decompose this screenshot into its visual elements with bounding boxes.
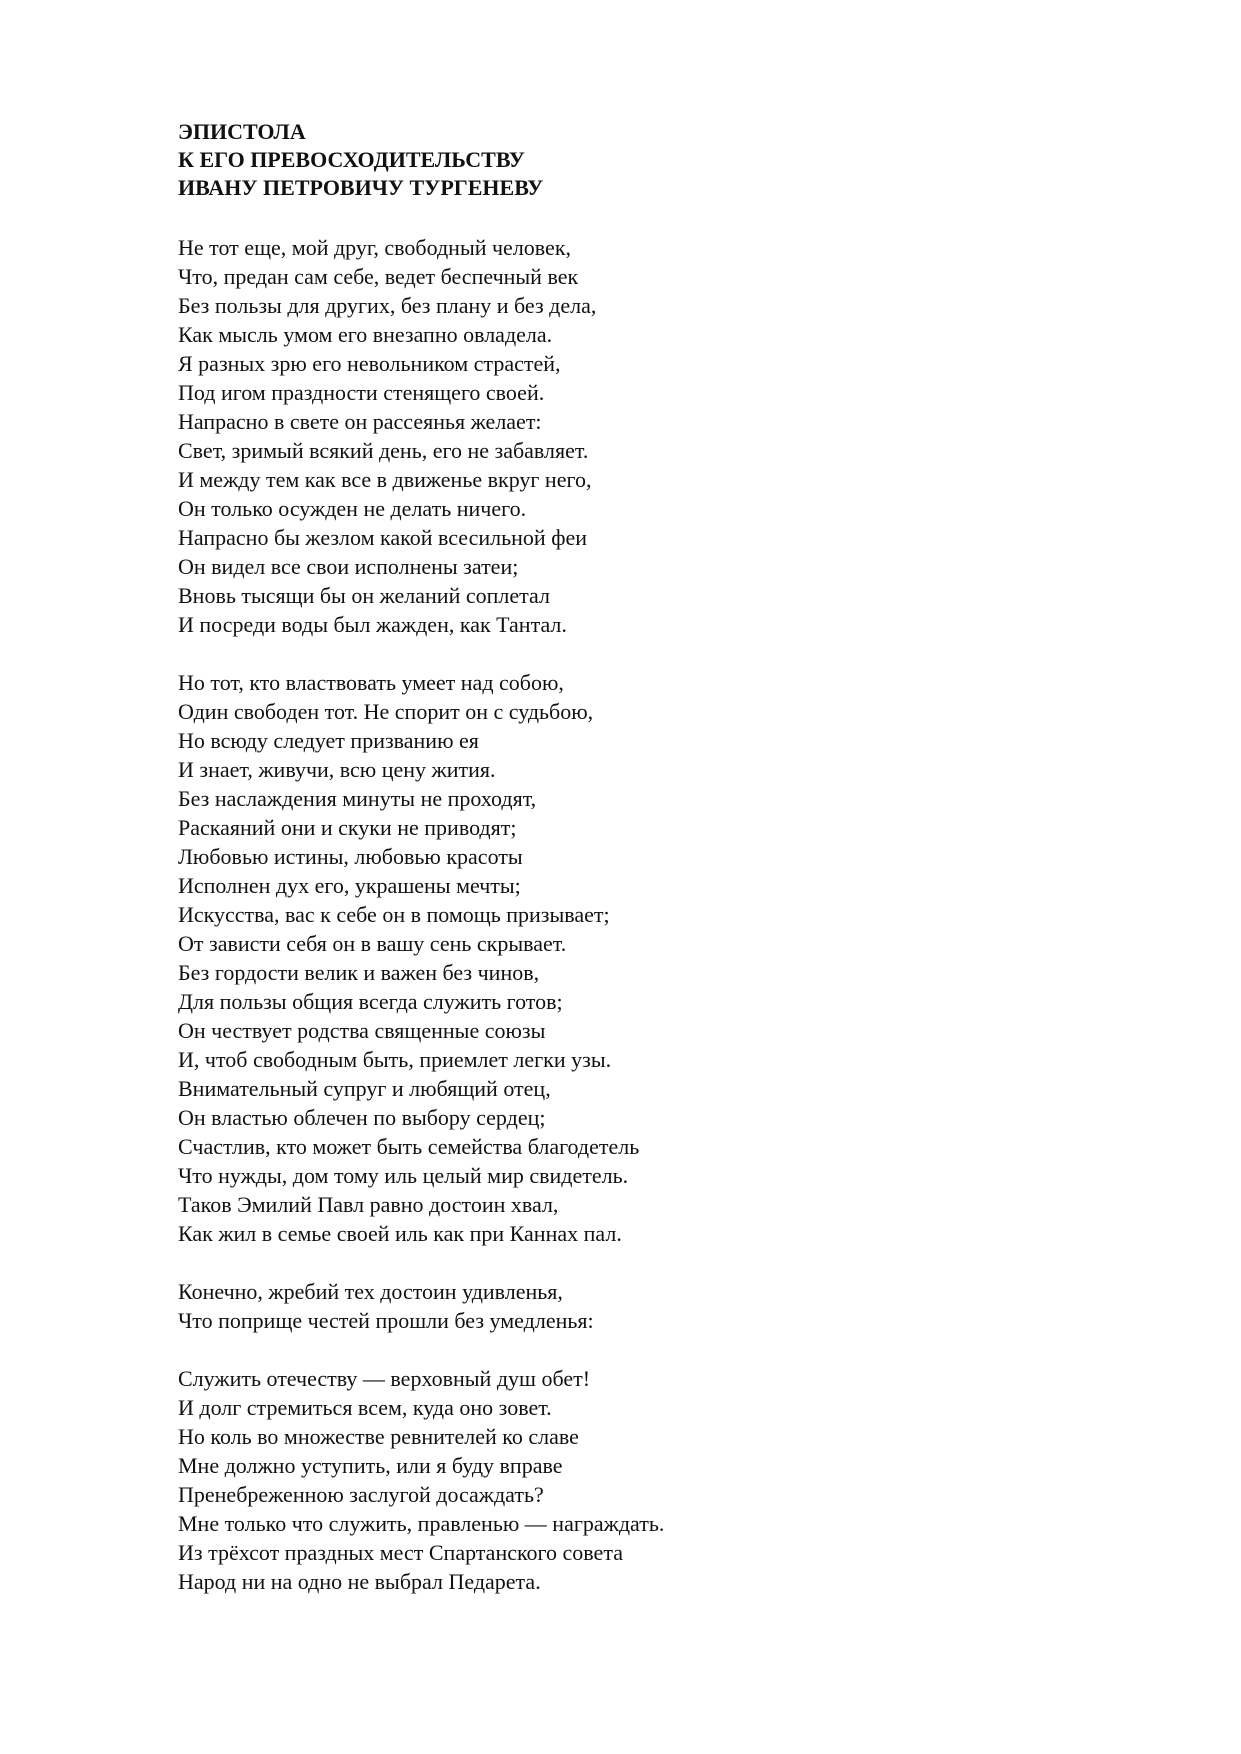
verse-line: Исполнен дух его, украшены мечты; [178, 873, 521, 898]
verse-line: Но всюду следует призванию ея [178, 728, 479, 753]
verse-line: Он видел все свои исполнены затеи; [178, 554, 519, 579]
verse-line: Не тот еще, мой друг, свободный человек, [178, 235, 572, 260]
verse-line: Но коль во множестве ревнителей ко славе [178, 1424, 579, 1449]
verse-line: Напрасно в свете он рассеянья желает: [178, 409, 542, 434]
poem-title [178, 118, 543, 202]
stanza [178, 233, 664, 639]
verse-line: И долг стремиться всем, куда оно зовет. [178, 1395, 552, 1420]
verse-line: Любовью истины, любовью красоты [178, 844, 523, 869]
verse-line: Я разных зрю его невольником страстей, [178, 351, 561, 376]
verse-line: Он властью облечен по выбору сердец; [178, 1105, 546, 1130]
title-line: ЭПИСТОЛА [178, 119, 306, 144]
verse-line: Народ ни на одно не выбрал Педарета. [178, 1569, 541, 1594]
title-line: К ЕГО ПРЕВОСХОДИТЕЛЬСТВУ [178, 147, 525, 172]
verse-line: Но тот, кто властвовать умеет над собою, [178, 670, 564, 695]
verse-line: Свет, зримый всякий день, его не забавляет. [178, 438, 589, 463]
verse-line: Как мысль умом его внезапно овладела. [178, 322, 553, 347]
verse-line: Под игом праздности стенящего своей. [178, 380, 545, 405]
verse-line: Без наслаждения минуты не проходят, [178, 786, 537, 811]
verse-line: Из трёхсот праздных мест Спартанского совета [178, 1540, 623, 1565]
verse-line: И посреди воды был жажден, как Тантал. [178, 612, 567, 637]
verse-line: Вновь тысящи бы он желаний соплетал [178, 583, 550, 608]
verse-line: Он только осужден не делать ничего. [178, 496, 527, 521]
verse-line: Как жил в семье своей иль как при Каннах пал. [178, 1221, 622, 1246]
title-line: ИВАНУ ПЕТРОВИЧУ ТУРГЕНЕВУ [178, 175, 544, 200]
verse-line: Конечно, жребий тех достоин удивленья, [178, 1279, 563, 1304]
verse-line: Без гордости велик и важен без чинов, [178, 960, 540, 985]
verse-line: Что нужды, дом тому иль целый мир свидетель. [178, 1163, 629, 1188]
verse-line: Напрасно бы жезлом какой всесильной феи [178, 525, 587, 550]
verse-line: Что поприще честей прошли без умедленья: [178, 1308, 594, 1333]
verse-line: Искусства, вас к себе он в помощь призывает; [178, 902, 610, 927]
verse-line: И между тем как все в движенье вкруг него, [178, 467, 592, 492]
verse-line: Для пользы общия всегда служить готов; [178, 989, 563, 1014]
verse-line: Пренебреженною заслугой досаждать? [178, 1482, 544, 1507]
verse-line: Таков Эмилий Павл равно достоин хвал, [178, 1192, 559, 1217]
verse-line: Служить отечеству — верховный душ обет! [178, 1366, 591, 1391]
verse-line: Мне должно уступить, или я буду вправе [178, 1453, 563, 1478]
verse-line: Внимательный супруг и любящий отец, [178, 1076, 551, 1101]
verse-line: Что, предан сам себе, ведет беспечный век [178, 264, 579, 289]
verse-line: Мне только что служить, правленью — награждать. [178, 1511, 665, 1536]
verse-line: И, чтоб свободным быть, приемлет легки узы. [178, 1047, 612, 1072]
stanza [178, 1364, 664, 1596]
verse-line: От зависти себя он в вашу сень скрывает. [178, 931, 567, 956]
poem-body [178, 233, 664, 1596]
verse-line: Он чествует родства священные союзы [178, 1018, 546, 1043]
stanza [178, 1277, 664, 1335]
verse-line: Без пользы для других, без плану и без дела, [178, 293, 597, 318]
verse-line: Раскаяний они и скуки не приводят; [178, 815, 517, 840]
verse-line: И знает, живучи, всю цену жития. [178, 757, 496, 782]
verse-line: Один свободен тот. Не спорит он с судьбою, [178, 699, 594, 724]
stanza [178, 668, 664, 1248]
verse-line: Счастлив, кто может быть семейства благодетель [178, 1134, 640, 1159]
